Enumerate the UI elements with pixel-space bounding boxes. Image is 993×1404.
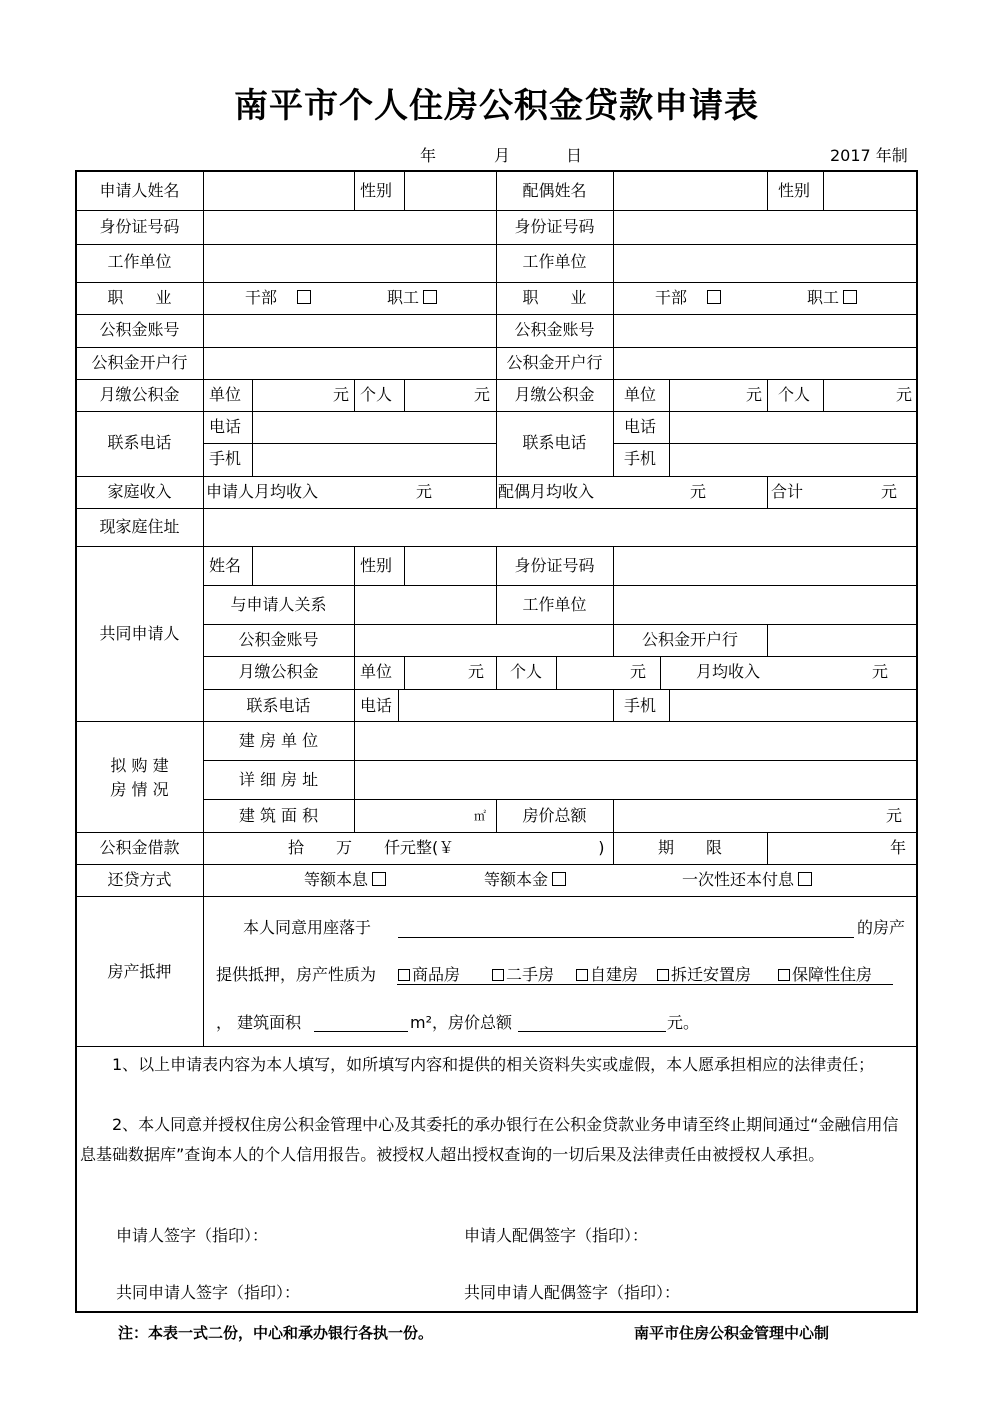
area-unit: ㎡ [474, 809, 487, 823]
label-contact-phone: 联系电话 [107, 433, 172, 452]
label-spouse-mobile: 手机 [624, 449, 657, 468]
label-co-contact-phone: 联系电话 [246, 696, 311, 715]
personal-yuan: 元 [474, 385, 491, 404]
mortgage-area-blank[interactable] [314, 1031, 408, 1032]
co-income-yuan: 元 [872, 662, 889, 681]
label-phone: 电话 [209, 417, 242, 436]
label-applicant-avg-income: 申请人月均收入 [206, 482, 319, 501]
co-personal-yuan: 元 [630, 662, 647, 681]
label-spouse-contact-phone: 联系电话 [522, 433, 587, 452]
mortgage-type-resettlement[interactable]: 拆迁安置房 [657, 965, 751, 985]
label-id-number: 身份证号码 [99, 217, 180, 236]
date-year: 年 [420, 146, 437, 165]
spouse-personal-yuan: 元 [896, 385, 913, 404]
label-co-phone: 电话 [360, 696, 393, 715]
label-developer: 建 房 单 位 [238, 731, 319, 750]
checkbox-resettlement[interactable] [657, 969, 669, 981]
label-fund-account: 公积金账号 [99, 320, 180, 339]
mortgage-line1-end: 的房产 [857, 918, 906, 937]
mortgage-type-commercial[interactable]: 商品房 [398, 965, 460, 985]
label-spouse-personal: 个人 [778, 385, 811, 404]
label-fund-bank: 公积金开户行 [91, 353, 188, 372]
label-term: 期 限 [657, 838, 722, 857]
footer-issuer: 南平市住房公积金管理中心制 [634, 1324, 830, 1342]
spouse-unit-yuan: 元 [746, 385, 763, 404]
label-co-mobile: 手机 [624, 696, 657, 715]
spouse-income-yuan: 元 [690, 482, 707, 501]
label-occupation: 职 业 [107, 288, 172, 307]
label-personal: 个人 [360, 385, 393, 404]
label-co-name: 姓名 [209, 556, 242, 575]
signature-applicant: 申请人签字（指印）： [116, 1226, 269, 1245]
label-house-address: 详 细 房 址 [238, 770, 319, 789]
label-spouse-id: 身份证号码 [514, 217, 595, 236]
checkbox-equal-p[interactable] [552, 872, 566, 886]
checkbox-spouse-cadre[interactable] [707, 290, 721, 304]
mortgage-line2-start: 提供抵押，房产性质为 [216, 965, 377, 984]
applicant-income-yuan: 元 [416, 482, 433, 501]
label-spouse-work-unit: 工作单位 [522, 252, 587, 271]
checkbox-self-built[interactable] [576, 969, 588, 981]
option-spouse-worker[interactable]: 职工 [807, 288, 857, 308]
form-version: 2017 年制 [830, 146, 908, 165]
label-co-monthly-fund: 月缴公积金 [238, 662, 319, 681]
option-cadre[interactable]: 干部 [245, 288, 311, 308]
label-monthly-fund: 月缴公积金 [99, 385, 180, 404]
mortgage-line3-start: ， 建筑面积 [216, 1013, 302, 1032]
checkbox-worker[interactable] [423, 290, 437, 304]
checkbox-secondhand[interactable] [492, 969, 504, 981]
label-co-unit: 单位 [360, 662, 393, 681]
label-co-id: 身份证号码 [514, 556, 595, 575]
option-equal-pi[interactable]: 等额本息 [304, 870, 386, 890]
option-spouse-cadre[interactable]: 干部 [655, 288, 721, 308]
label-family-income: 家庭收入 [107, 482, 172, 501]
checkbox-equal-pi[interactable] [372, 872, 386, 886]
label-gender: 性别 [360, 181, 393, 200]
co-unit-yuan: 元 [468, 662, 485, 681]
checkbox-commercial[interactable] [398, 969, 410, 981]
checkbox-spouse-worker[interactable] [843, 290, 857, 304]
signature-spouse: 申请人配偶签字（指印）： [464, 1226, 649, 1245]
checkbox-cadre[interactable] [297, 290, 311, 304]
label-co-gender: 性别 [360, 556, 393, 575]
signature-co-spouse: 共同申请人配偶签字（指印）： [464, 1283, 681, 1302]
label-work-unit: 工作单位 [107, 252, 172, 271]
label-address: 现家庭住址 [99, 517, 180, 536]
checkbox-lump[interactable] [798, 872, 812, 886]
mortgage-line3-mid: m²，房价总额 [410, 1013, 513, 1032]
term-year: 年 [890, 838, 907, 857]
date-month: 月 [494, 146, 511, 165]
label-spouse-phone: 电话 [624, 417, 657, 436]
price-yuan: 元 [886, 806, 903, 825]
date-day: 日 [566, 146, 583, 165]
label-co-applicant: 共同申请人 [99, 624, 180, 643]
option-equal-p[interactable]: 等额本金 [484, 870, 566, 890]
label-spouse-fund-bank: 公积金开户行 [506, 353, 603, 372]
mortgage-price-blank[interactable] [518, 1031, 666, 1032]
label-applicant-name: 申请人姓名 [99, 181, 180, 200]
label-spouse-monthly-fund: 月缴公积金 [514, 385, 595, 404]
label-repay: 还贷方式 [107, 870, 172, 889]
statement-1: 1、以上申请表内容为本人填写，如所填写内容和提供的相关资料失实或虚假，本人愿承担相应的法律责任； [112, 1055, 875, 1074]
option-lump[interactable]: 一次性还本付息 [682, 870, 812, 890]
label-area: 建 筑 面 积 [238, 806, 319, 825]
option-worker[interactable]: 职工 [387, 288, 437, 308]
label-co-avg-income: 月均收入 [696, 662, 761, 681]
mortgage-type-self-built[interactable]: 自建房 [576, 965, 638, 985]
mortgage-line3-end: 元。 [667, 1013, 700, 1032]
label-spouse-fund-account: 公积金账号 [514, 320, 595, 339]
mortgage-type-affordable[interactable]: 保障性住房 [778, 965, 872, 985]
total-yuan: 元 [881, 482, 898, 501]
label-mortgage: 房产抵押 [107, 962, 172, 981]
label-total: 合计 [771, 482, 804, 501]
checkbox-affordable[interactable] [778, 969, 790, 981]
label-co-personal: 个人 [510, 662, 543, 681]
label-relation: 与申请人关系 [230, 595, 327, 614]
label-spouse-occupation: 职 业 [522, 288, 587, 307]
label-co-fund-account: 公积金账号 [238, 630, 319, 649]
mortgage-location-blank[interactable] [398, 937, 854, 938]
label-spouse-gender: 性别 [778, 181, 811, 200]
label-unit: 单位 [209, 385, 242, 404]
label-co-work-unit: 工作单位 [522, 595, 587, 614]
loan-amount: 拾 万 仟元整(￥ ) [288, 838, 605, 857]
page-title: 南平市个人住房公积金贷款申请表 [234, 86, 759, 126]
signature-co-applicant: 共同申请人签字（指印）： [116, 1283, 301, 1302]
footer-note: 注：本表一式二份，中心和承办银行各执一份。 [118, 1324, 434, 1342]
unit-yuan: 元 [333, 385, 350, 404]
label-spouse-avg-income: 配偶月均收入 [498, 482, 595, 501]
label-purchase-2: 房 情 况 [110, 780, 169, 799]
label-spouse-name: 配偶姓名 [522, 181, 587, 200]
label-total-price: 房价总额 [522, 806, 587, 825]
mortgage-type-secondhand[interactable]: 二手房 [492, 965, 554, 985]
label-purchase-1: 拟 购 建 [110, 756, 169, 775]
label-loan: 公积金借款 [99, 838, 180, 857]
statement-2: 2、本人同意并授权住房公积金管理中心及其委托的承办银行在公积金贷款业务申请至终止期间通过“金融信用信息基础数据库”查询本人的个人信用报告。被授权人超出授权查询的一切后果及法律责任由被授权人承担。 [80, 1115, 899, 1164]
mortgage-line1-start: 本人同意用座落于 [243, 918, 372, 937]
label-spouse-unit: 单位 [624, 385, 657, 404]
label-co-fund-bank: 公积金开户行 [641, 630, 738, 649]
label-mobile: 手机 [209, 449, 242, 468]
